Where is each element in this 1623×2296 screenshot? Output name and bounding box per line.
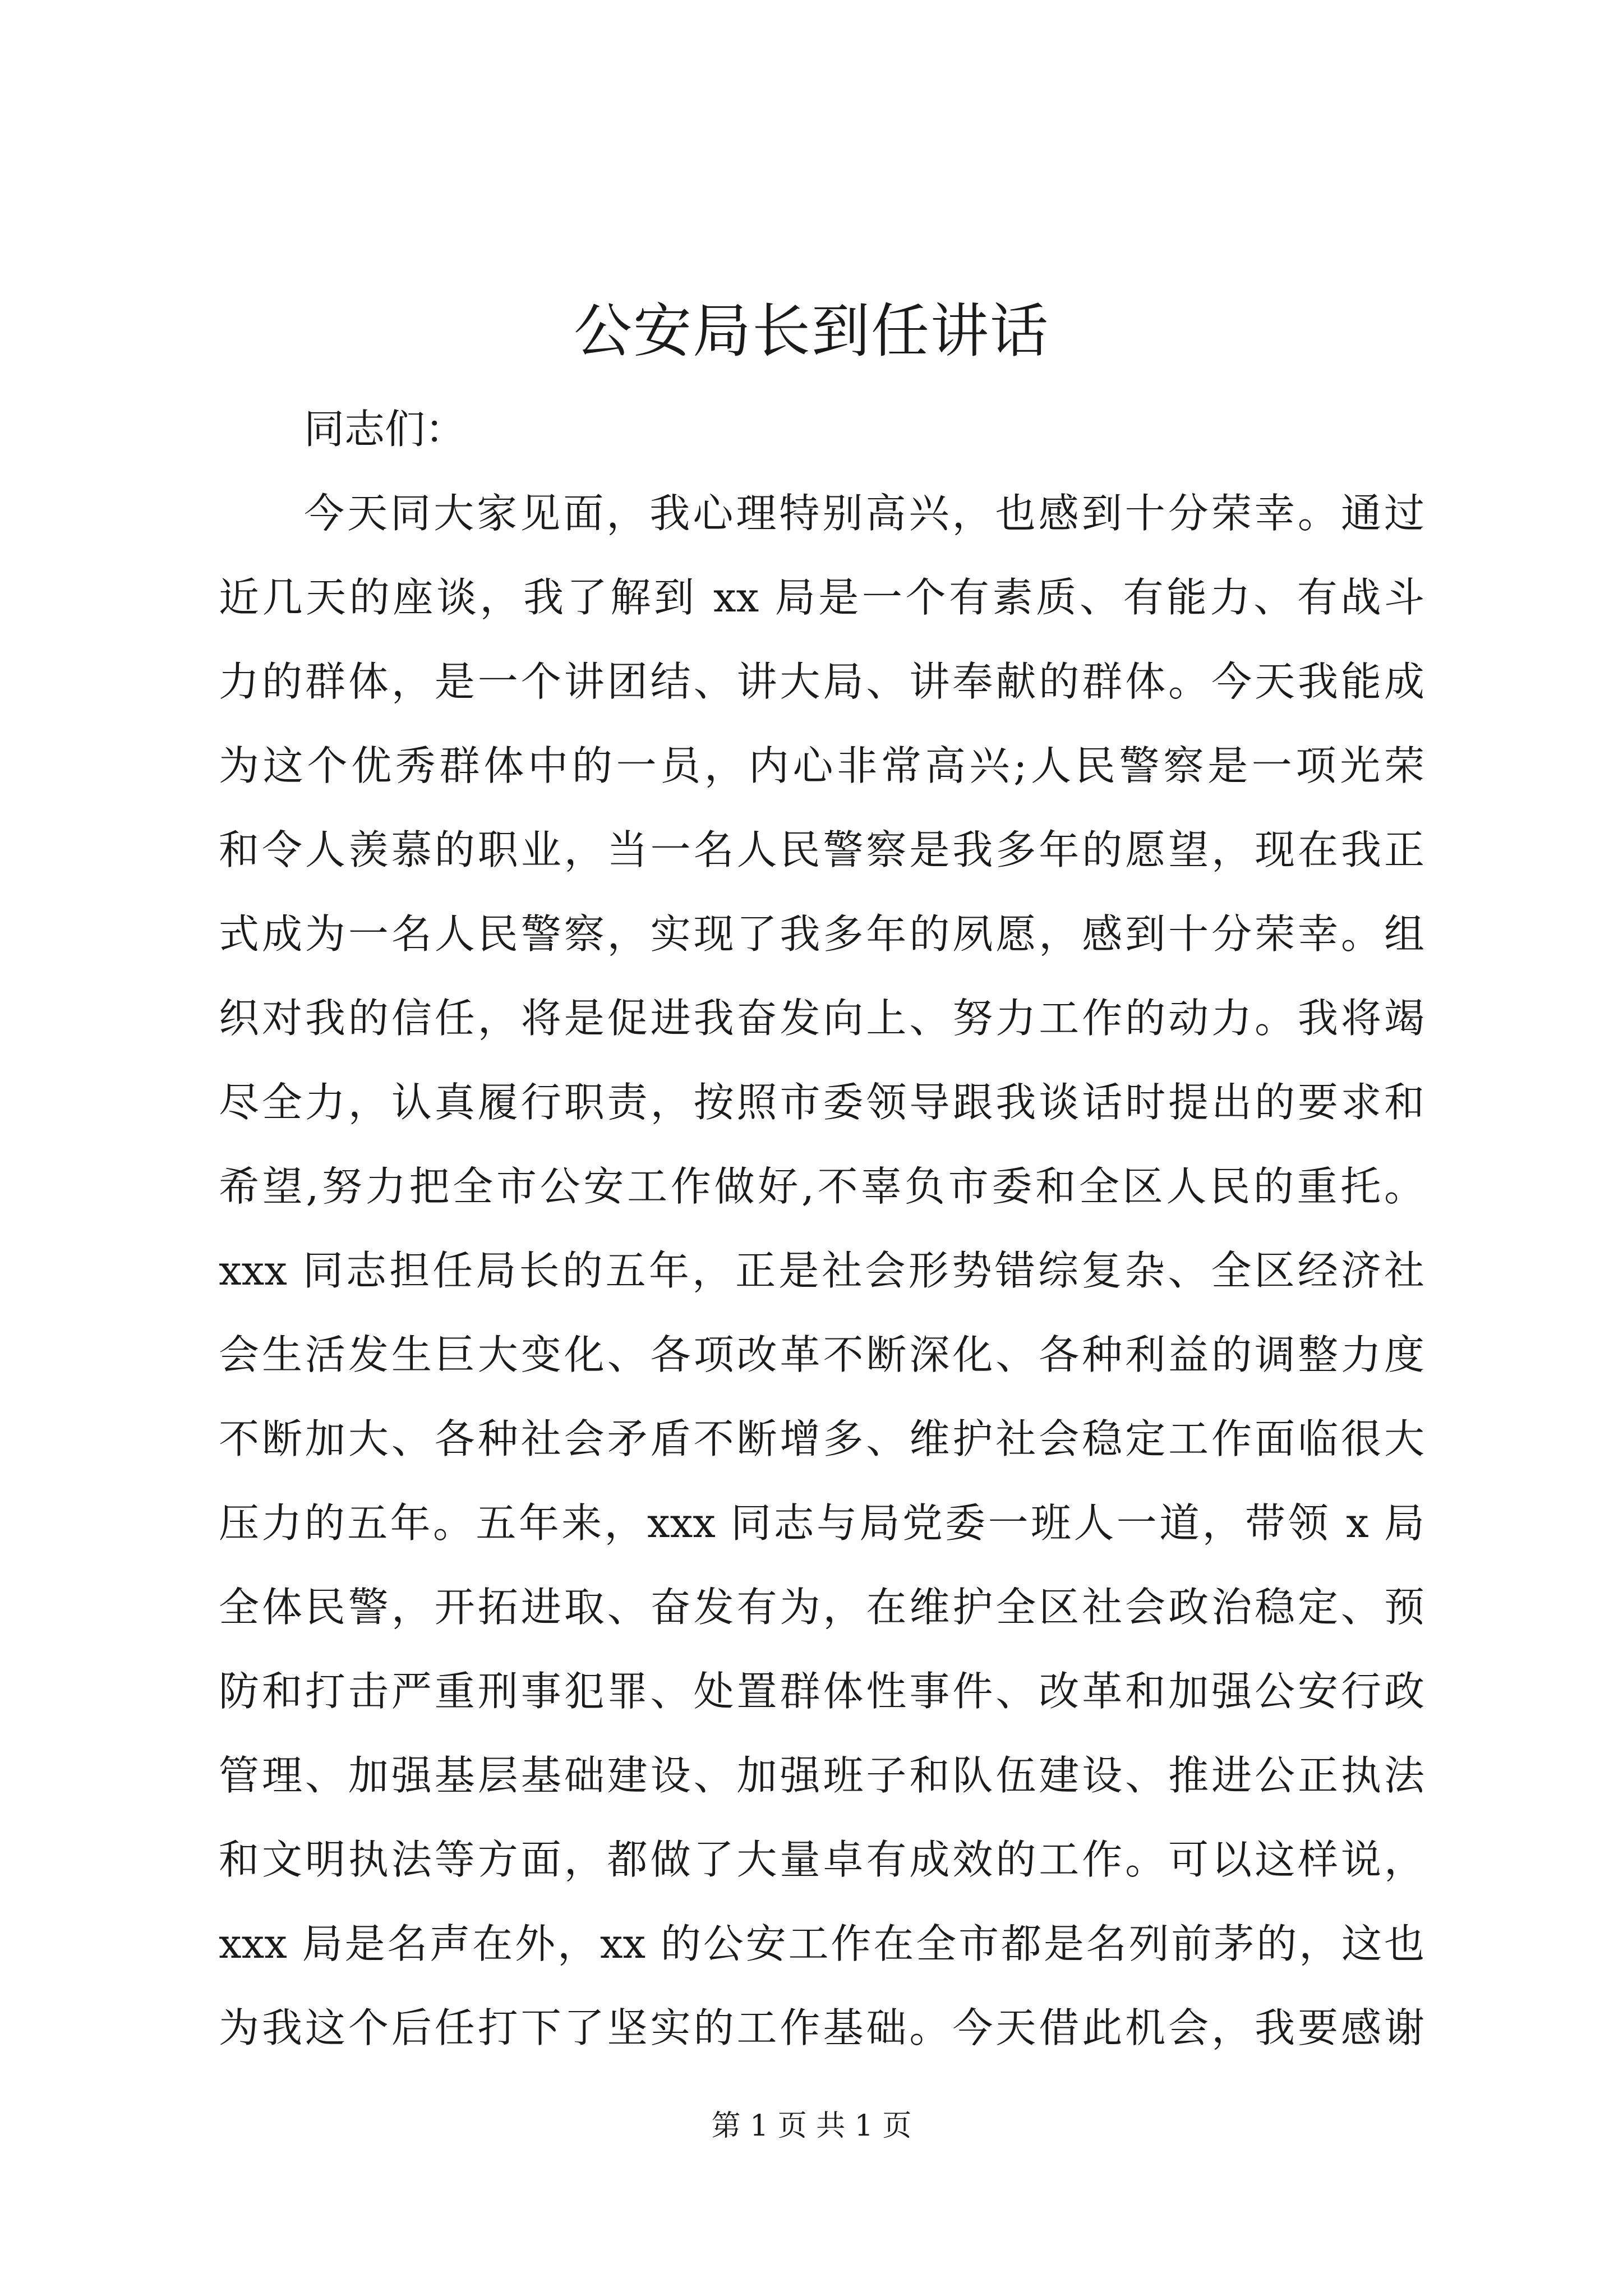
document-title: 公安局长到任讲话 — [573, 297, 1049, 365]
paragraph-line: xxx 同志担任局长的五年，正是社会形势错综复杂、全区经济社 — [219, 1247, 1424, 1294]
paragraph-line: 今天同大家见面，我心理特别高兴，也感到十分荣幸。通过 — [304, 490, 1424, 537]
page-footer: 第 1 页 共 1 页 — [711, 2109, 912, 2143]
paragraph-line: 管理、加强基层基础建设、加强班子和队伍建设、推进公正执法 — [219, 1752, 1424, 1799]
salutation: 同志们： — [304, 406, 466, 453]
paragraph-line: 为这个优秀群体中的一员，内心非常高兴;人民警察是一项光荣 — [219, 742, 1424, 789]
paragraph-line: 和文明执法等方面，都做了大量卓有成效的工作。可以这样说， — [219, 1836, 1424, 1883]
paragraph-line: 织对我的信任，将是促进我奋发向上、努力工作的动力。我将竭 — [219, 995, 1424, 1042]
paragraph-line: 不断加大、各种社会矛盾不断增多、维护社会稳定工作面临很大 — [219, 1415, 1424, 1462]
paragraph-line: 式成为一名人民警察，实现了我多年的夙愿，感到十分荣幸。组 — [219, 910, 1424, 958]
paragraph-line: 和令人羡慕的职业，当一名人民警察是我多年的愿望，现在我正 — [219, 826, 1424, 873]
paragraph-line: 力的群体，是一个讲团结、讲大局、讲奉献的群体。今天我能成 — [219, 658, 1424, 705]
paragraph-line: 为我这个后任打下了坚实的工作基础。今天借此机会，我要感谢 — [219, 2004, 1424, 2051]
document-body — [219, 387, 1424, 2070]
paragraph-line: xxx 局是名声在外，xx 的公安工作在全市都是名列前茅的，这也 — [219, 1920, 1424, 1967]
paragraph-line: 防和打击严重刑事犯罪、处置群体性事件、改革和加强公安行政 — [219, 1668, 1424, 1715]
paragraph-line: 压力的五年。五年来，xxx 同志与局党委一班人一道，带领 x 局 — [219, 1499, 1424, 1547]
paragraph-line: 会生活发生巨大变化、各项改革不断深化、各种利益的调整力度 — [219, 1331, 1424, 1378]
paragraph-line: 尽全力，认真履行职责，按照市委领导跟我谈话时提出的要求和 — [219, 1079, 1424, 1126]
paragraph-line: 全体民警，开拓进取、奋发有为，在维护全区社会政治稳定、预 — [219, 1584, 1424, 1631]
paragraph-line: 希望,努力把全市公安工作做好,不辜负市委和全区人民的重托。 — [219, 1163, 1424, 1210]
paragraph-line: 近几天的座谈，我了解到 xx 局是一个有素质、有能力、有战斗 — [219, 574, 1424, 621]
